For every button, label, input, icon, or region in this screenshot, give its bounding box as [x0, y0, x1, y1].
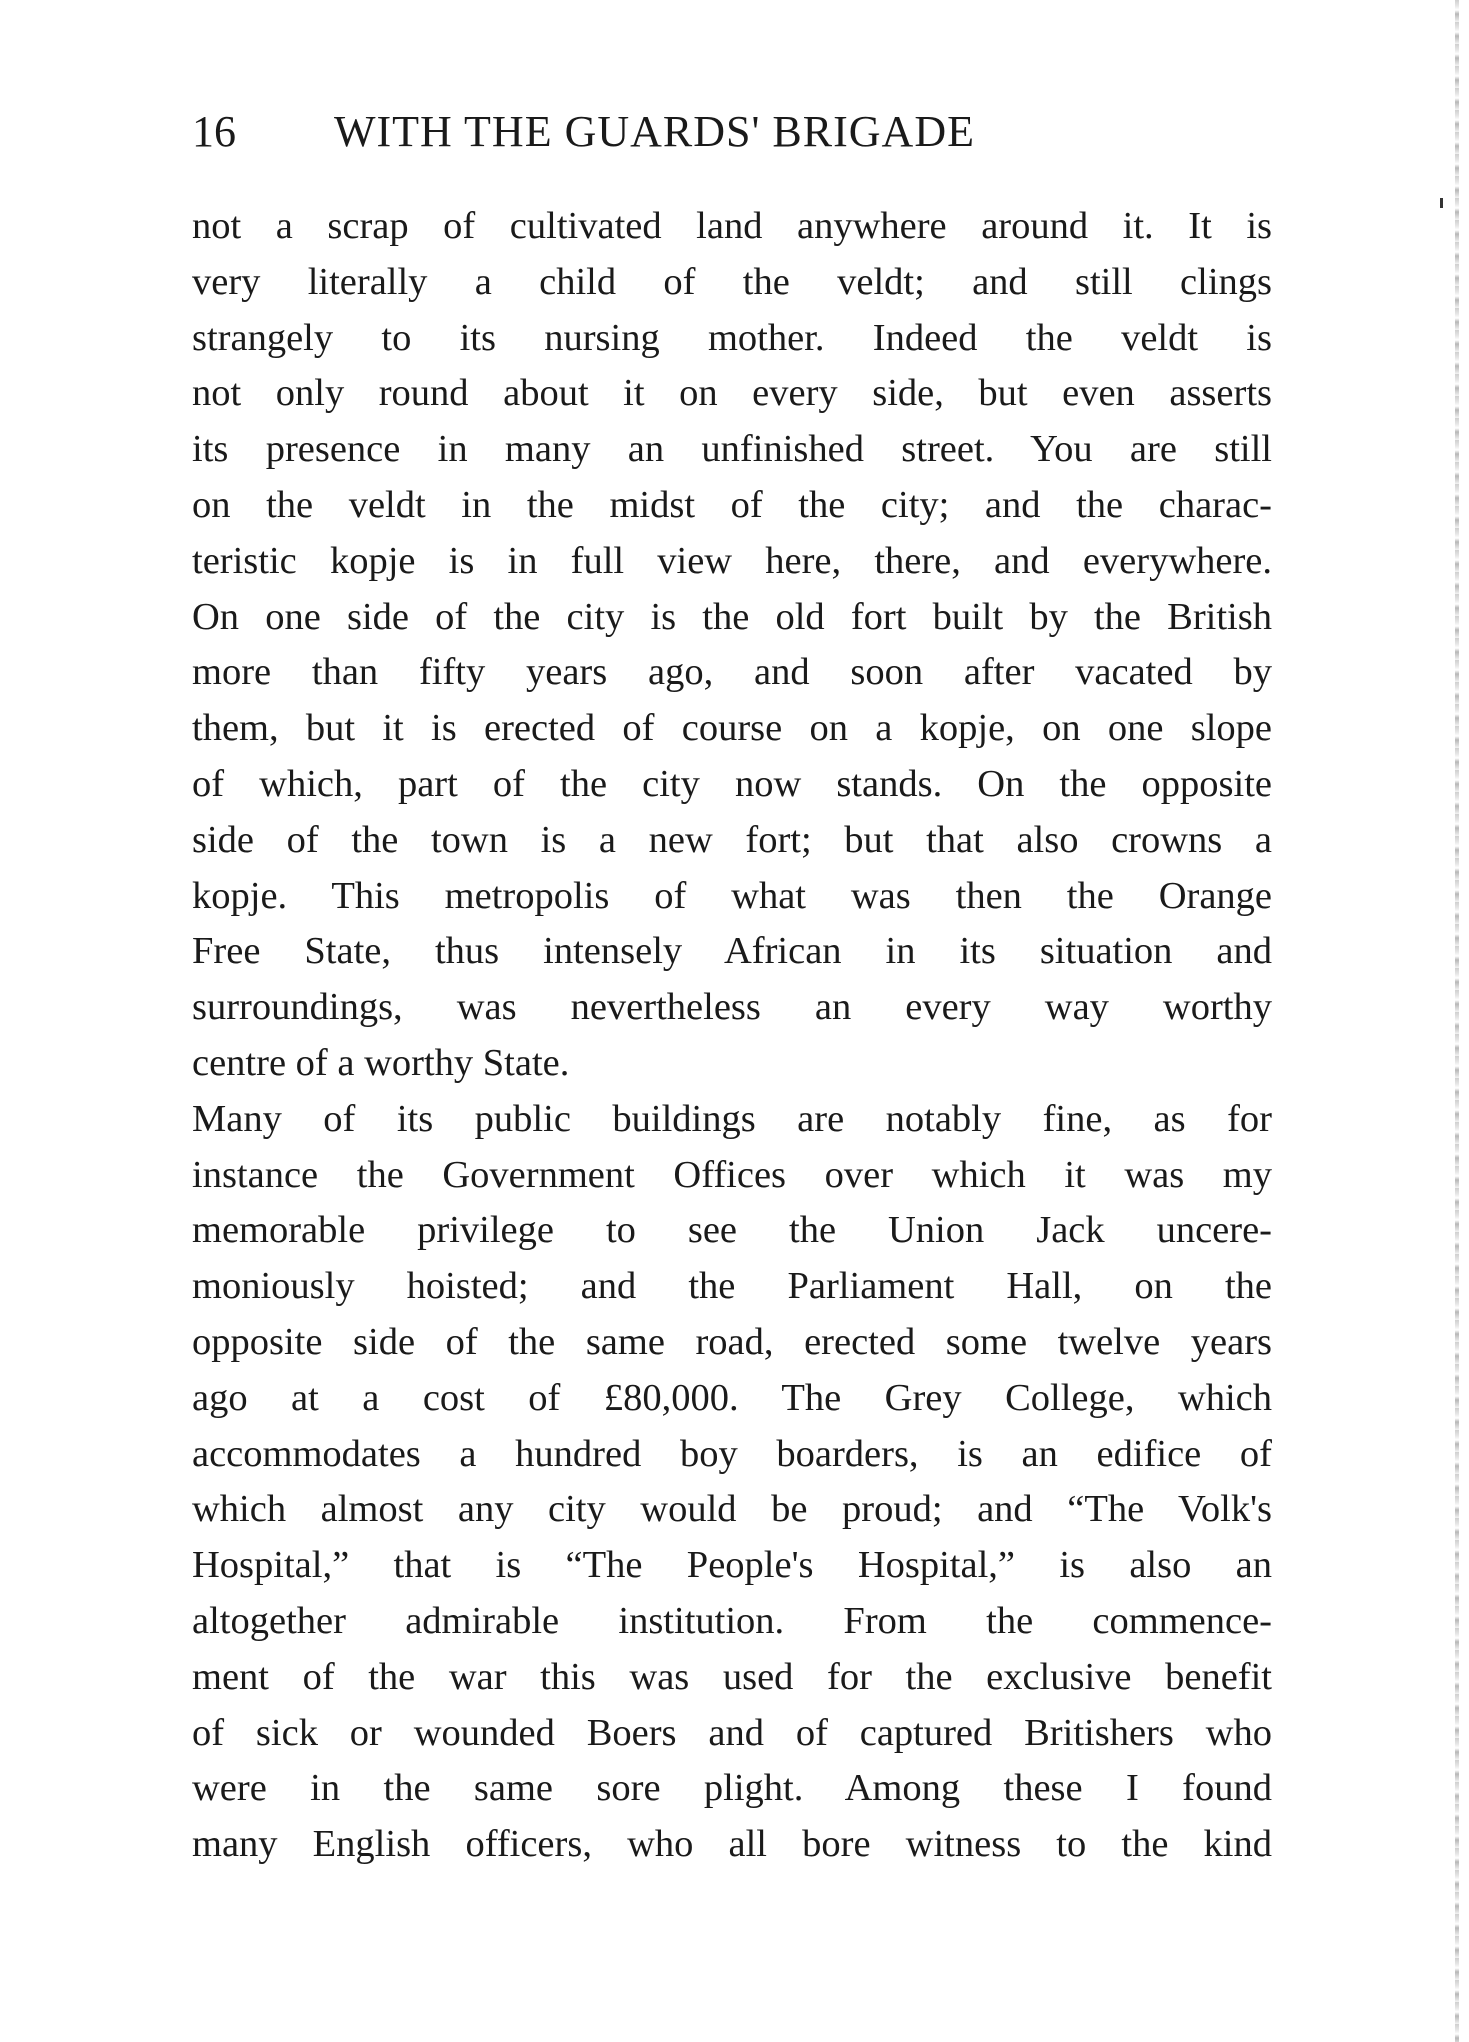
text-line: many English officers, who all bore witness to the kind	[192, 1823, 1272, 1866]
text-line: of which, part of the city now stands. On the opposite	[192, 762, 1272, 805]
running-header	[192, 104, 1272, 160]
text-line: on the veldt in the midst of the city; and the charac-	[192, 483, 1272, 526]
text-line: not a scrap of cultivated land anywhere around it. It is	[192, 205, 1272, 247]
text-line: kopje. This metropolis of what was then the Orange	[192, 874, 1272, 917]
text-line: moniously hoisted; and the Parliament Hall, on the	[192, 1265, 1272, 1308]
text-line: which almost any city would be proud; and “The Volk's	[192, 1488, 1272, 1531]
text-line: ago at a cost of £80,000. The Grey College, which	[192, 1376, 1272, 1419]
text-line: very literally a child of the veldt; and still clings	[192, 260, 1272, 303]
text-line: side of the town is a new fort; but that also crowns a	[192, 818, 1272, 861]
text-line: instance the Government Offices over which it was my	[192, 1153, 1272, 1196]
text-line: altogether admirable institution. From the commence-	[192, 1599, 1272, 1642]
page-body	[192, 199, 1272, 1873]
running-title: WITH THE GUARDS' BRIGADE	[334, 107, 975, 156]
page-number: 16	[192, 107, 236, 156]
text-line: Free State, thus intensely African in its situation and	[192, 930, 1272, 973]
text-line: accommodates a hundred boy boarders, is an edifice of	[192, 1432, 1272, 1475]
text-line: Many of its public buildings are notably fine, as for	[192, 1097, 1272, 1140]
text-line: teristic kopje is in full view here, there, and everywhere.	[192, 539, 1272, 582]
text-line: strangely to its nursing mother. Indeed the veldt is	[192, 316, 1272, 359]
text-line: Hospital,” that is “The People's Hospital,” is also an	[192, 1544, 1272, 1587]
scan-edge-shadow	[1455, 0, 1459, 2042]
text-line: more than fifty years ago, and soon after vacated by	[192, 651, 1272, 694]
text-line: On one side of the city is the old fort built by the British	[192, 595, 1272, 638]
text-line: not only round about it on every side, but even asserts	[192, 372, 1272, 415]
text-line: of sick or wounded Boers and of captured Britishers who	[192, 1711, 1272, 1754]
paragraph	[192, 1092, 1272, 1873]
text-line: its presence in many an unfinished street. You are still	[192, 428, 1272, 471]
scan-speck	[1440, 198, 1443, 208]
text-line: centre of a worthy State.	[192, 1041, 570, 1084]
text-line: were in the same sore plight. Among these I found	[192, 1767, 1272, 1810]
text-line: memorable privilege to see the Union Jack uncere-	[192, 1209, 1272, 1252]
text-line: them, but it is erected of course on a kopje, on one slope	[192, 707, 1272, 750]
text-line: surroundings, was nevertheless an every way worthy	[192, 986, 1272, 1029]
text-line: opposite side of the same road, erected some twelve years	[192, 1320, 1272, 1363]
text-line: ment of the war this was used for the exclusive benefit	[192, 1655, 1272, 1698]
paragraph	[192, 199, 1272, 1092]
